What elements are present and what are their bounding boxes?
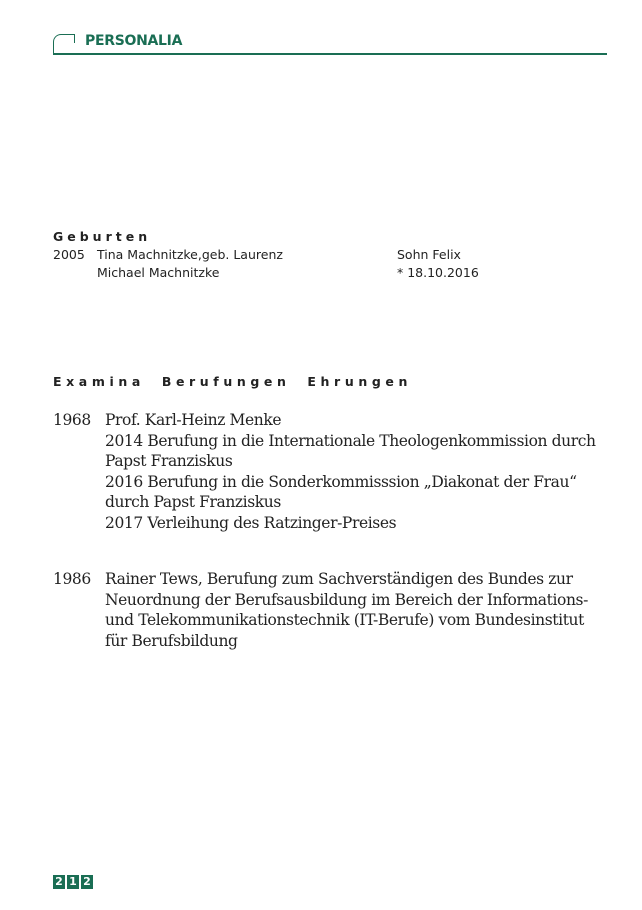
births-date: * 18.10.2016: [397, 265, 479, 280]
births-child: Sohn Felix: [397, 247, 461, 262]
births-parent1: Tina Machnitzke,geb. Laurenz: [97, 247, 283, 262]
births-year: 2005: [53, 247, 85, 262]
births-heading: Geburten: [53, 229, 152, 244]
entry-text: [105, 410, 605, 533]
page-digit: 2: [53, 875, 65, 889]
section-title: PERSONALIA: [85, 33, 183, 49]
entry-year: 1986: [53, 570, 91, 588]
entry-text: [105, 569, 595, 651]
entry-line: Rainer Tews, Berufung zum Sachverständigen des Bundes zur Neuordnung der Berufsausbildung im Bereich der Informations- und Telekommunikationstechnik (IT-Berufe) vom Bundesinstitut für Berufsbildung: [105, 570, 588, 650]
births-parent2: Michael Machnitzke: [97, 265, 220, 280]
honors-heading: Examina Berufungen Ehrungen: [53, 374, 412, 389]
header-tab-decoration: [53, 34, 75, 54]
header-rule: [53, 53, 607, 55]
entry-line: 2016 Berufung in die Sonderkommisssion „Diakonat der Frau“ durch Papst Franziskus: [105, 472, 577, 511]
entry-line: 2017 Verleihung des Ratzinger-Preises: [105, 513, 397, 532]
entry-line: Prof. Karl-Heinz Menke: [105, 411, 282, 429]
page-digit: 2: [81, 875, 93, 889]
entry-line: 2014 Berufung in die Internationale Theologenkommission durch Papst Franziskus: [105, 431, 596, 470]
entry-year: 1968: [53, 411, 91, 429]
page-digit: 1: [67, 875, 79, 889]
page-number: [53, 875, 93, 889]
